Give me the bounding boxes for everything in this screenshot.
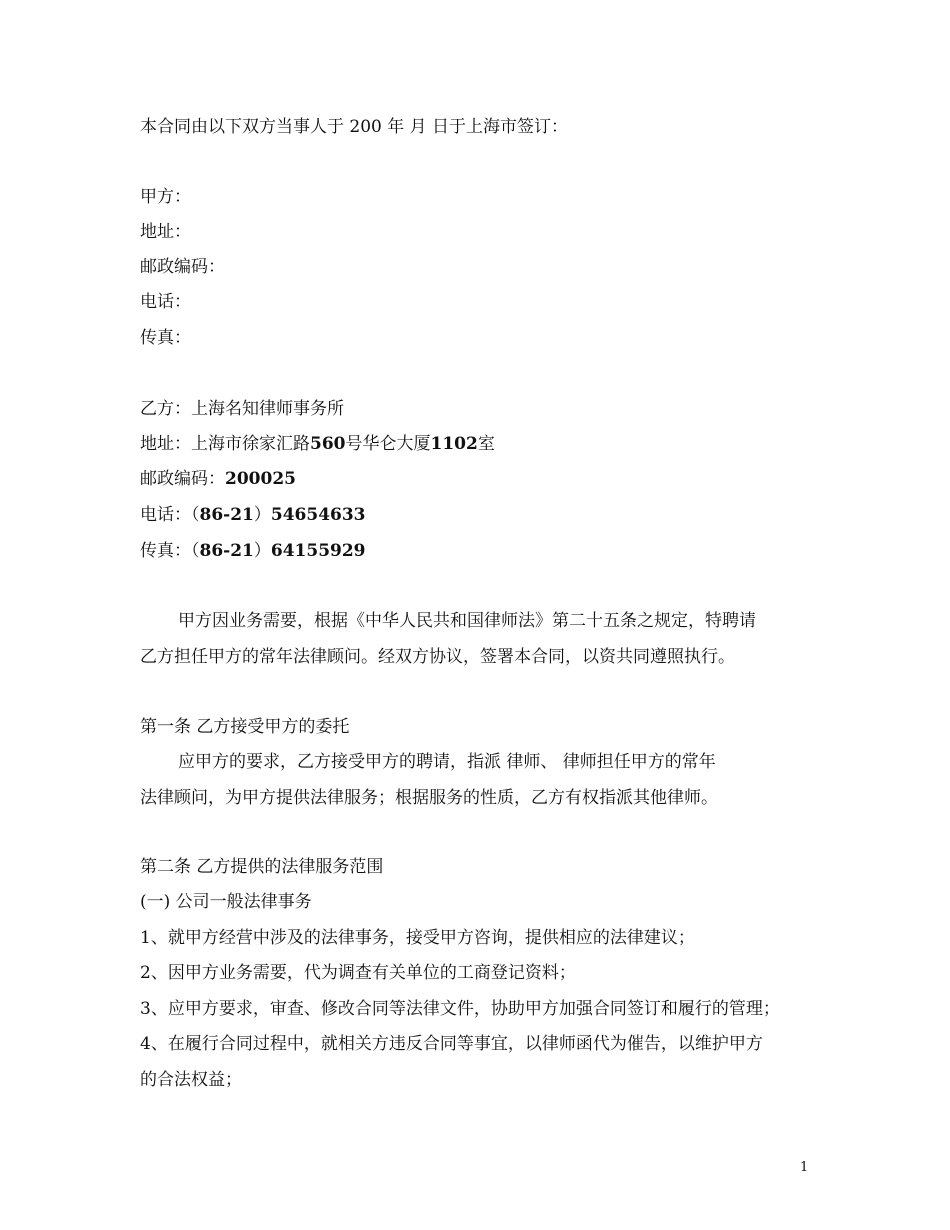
party-b-fax-label: 传真：（ — [140, 541, 200, 561]
party-b-address-middle: 号华仑大厦 — [345, 434, 431, 454]
article-2-item-1: 1、就甲方经营中涉及的法律事务，接受甲方咨询，提供相应的法律建议； — [140, 928, 695, 948]
party-b-phone-code: 86-21 — [199, 505, 254, 525]
party-b-phone-label: 电话：（ — [140, 505, 200, 525]
article-1-heading: 第一条 乙方接受甲方的委托 — [140, 717, 350, 737]
preamble-line-1: 甲方因业务需要，根据《中华人民共和国律师法》第二十五条之规定，特聘请 — [178, 611, 756, 631]
contract-intro: 本合同由以下双方当事人于 200 年 月 日于上海市签订： — [140, 117, 569, 137]
party-b-fax-number: 64155929 — [270, 541, 366, 561]
article-2-item-3: 3、应甲方要求，审查、修改合同等法律文件，协助甲方加强合同签订和履行的管理； — [140, 999, 780, 1019]
party-b-address-number: 560 — [310, 434, 346, 454]
party-b-postcode-value: 200025 — [225, 469, 296, 489]
party-b-postcode — [140, 468, 296, 492]
article-2-item-4-line-2: 的合法权益； — [140, 1070, 242, 1090]
party-a-title: 甲方： — [140, 187, 191, 207]
page-number: 1 — [800, 1160, 809, 1175]
party-b-fax-close: ） — [253, 541, 271, 561]
article-1-line-2: 法律顾问，为甲方提供法律服务；根据服务的性质，乙方有权指派其他律师。 — [140, 788, 718, 808]
party-b-address-room: 1102 — [430, 434, 478, 454]
party-b-phone-close: ） — [253, 505, 271, 525]
party-a-postcode: 邮政编码： — [140, 257, 225, 277]
party-a-fax: 传真： — [140, 328, 191, 348]
article-2-item-2: 2、因甲方业务需要，代为调查有关单位的工商登记资料； — [140, 963, 576, 983]
party-b-address — [140, 433, 495, 457]
party-b-address-suffix: 室 — [477, 434, 495, 454]
article-2-item-4-line-1: 4、在履行合同过程中，就相关方违反合同等事宜，以律师函代为催告，以维护甲方 — [140, 1034, 763, 1054]
party-b-postcode-label: 邮政编码： — [140, 469, 225, 489]
party-a-phone: 电话： — [140, 292, 191, 312]
article-2-heading: 第二条 乙方提供的法律服务范围 — [140, 857, 384, 877]
party-b-phone-number: 54654633 — [270, 505, 366, 525]
party-b-phone — [140, 504, 366, 528]
party-b-address-prefix: 地址：上海市徐家汇路 — [140, 434, 310, 454]
article-2-subheading: (一) 公司一般法律事务 — [140, 892, 312, 912]
party-b-fax-code: 86-21 — [199, 541, 254, 561]
party-b-fax — [140, 540, 366, 564]
preamble-line-2: 乙方担任甲方的常年法律顾问。经双方协议，签署本合同，以资共同遵照执行。 — [140, 647, 735, 667]
party-a-address: 地址： — [140, 222, 191, 242]
article-1-line-1: 应甲方的要求，乙方接受甲方的聘请，指派 律师、 律师担任甲方的常年 — [178, 752, 716, 772]
party-b-title: 乙方：上海名知律师事务所 — [140, 399, 344, 419]
